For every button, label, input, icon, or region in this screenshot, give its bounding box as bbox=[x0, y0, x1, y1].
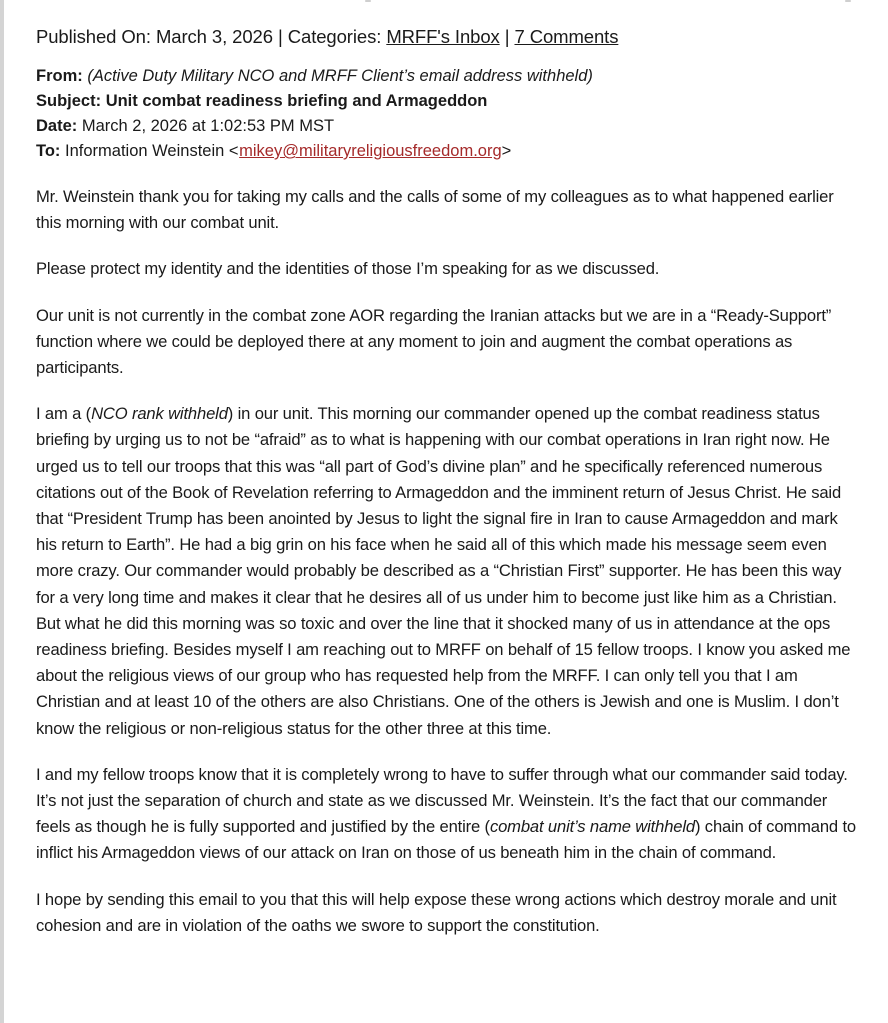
p4-redaction-note: NCO rank withheld bbox=[91, 404, 228, 424]
body-paragraph-3: Our unit is not currently in the combat zone AOR regarding the Iranian attacks but we are in a “Ready-Support” function where we could be deployed there at any moment to join and augment the combat operations as participants. bbox=[36, 305, 832, 378]
date-value: March 2, 2026 at 1:02:53 PM MST bbox=[81, 117, 335, 135]
top-mark bbox=[365, 0, 371, 2]
category-link-mrffs-inbox[interactable]: MRFF's Inbox bbox=[386, 26, 500, 47]
from-value: (Active Duty Military NCO and MRFF Client’s email address withheld) bbox=[87, 67, 593, 85]
body-paragraph-2: Please protect my identity and the identities of those I’m speaking for as we discussed. bbox=[36, 259, 660, 279]
email-subject-row bbox=[36, 89, 856, 114]
article-content bbox=[36, 24, 856, 959]
published-label: Published On: bbox=[36, 26, 151, 47]
to-open-bracket: < bbox=[228, 142, 239, 160]
body-paragraph-5 bbox=[36, 762, 856, 867]
post-meta bbox=[36, 24, 856, 50]
p5-text-post: ) chain of command to inflict his Armageddon views of our attack on Iran on those of us beneath him in the chain of command. bbox=[36, 817, 856, 863]
comments-link[interactable]: 7 Comments bbox=[514, 26, 619, 47]
meta-separator: | bbox=[504, 26, 510, 47]
p5-redaction-note: combat unit’s name withheld bbox=[489, 817, 695, 837]
top-mark bbox=[845, 0, 851, 2]
to-email-link[interactable]: mikey@militaryreligiousfreedom.org bbox=[239, 142, 502, 160]
p4-text-pre: I am a ( bbox=[36, 404, 92, 424]
email-header bbox=[36, 64, 856, 164]
subject-value: Unit combat readiness briefing and Armageddon bbox=[105, 92, 488, 110]
meta-separator: | bbox=[277, 26, 283, 47]
p4-text-post: ) in our unit. This morning our commander opened up the combat readiness status briefing by urging us to not be “afraid” as to what is happening with our combat operations in Iran right now. He urged us to tell our troops that this was “all part of God’s divine plan” and he specifically referenced numerous citations out of the Book of Revelation referring to Armageddon and the imminent return of Jesus Christ. He said that “President Trump has been anointed by Jesus to light the signal fire in Iran to cause Armageddon and mark his return to Earth”. He had a big grin on his face when he said all of this which made his message seem even more crazy. Our commander would probably be described as a “Christian First” supporter. He has been this way for a very long time and makes it clear that he desires all of us under him to become just like him as a Christian. But what he did this morning was so toxic and over the line that it shocked many of us in attendance at the ops readiness briefing. Besides myself I am reaching out to MRFF on behalf of 15 fellow troops. I know you asked me about the religious views of our group who has requested help from the MRFF. I can only tell you that I am Christian and at least 10 of the others are also Christians. One of the others is Jewish and one is Muslim. I don’t know the religious or non-religious status for the other three at this time. bbox=[36, 404, 851, 738]
body-paragraph-1: Mr. Weinstein thank you for taking my calls and the calls of some of my colleagues as to what happened earlier this morning with our combat unit. bbox=[36, 187, 834, 233]
subject-label: Subject: bbox=[36, 92, 102, 110]
top-edge-marks bbox=[0, 0, 888, 3]
to-name: Information Weinstein bbox=[65, 142, 225, 160]
email-to-row bbox=[36, 139, 856, 164]
body-paragraph-6: I hope by sending this email to you that this will help expose these wrong actions which destroy morale and unit cohesion and are in violation of the oaths we swore to support the constitution. bbox=[36, 889, 837, 935]
published-date: March 3, 2026 bbox=[155, 26, 273, 47]
date-label: Date: bbox=[36, 117, 78, 135]
categories-label: Categories: bbox=[287, 26, 382, 47]
p5-text-pre: I and my fellow troops know that it is completely wrong to have to suffer through what our commander said today. It’s not just the separation of church and state as we discussed Mr. Weinstein. It’s the fact that our commander feels as though he is fully supported and justified by the entire ( bbox=[36, 764, 848, 837]
to-close-bracket: > bbox=[501, 142, 512, 160]
body-paragraph-4 bbox=[36, 401, 856, 742]
to-label: To: bbox=[36, 142, 61, 160]
left-border-bar bbox=[0, 0, 4, 1023]
from-label: From: bbox=[36, 67, 83, 85]
email-from-row bbox=[36, 64, 856, 89]
email-date-row bbox=[36, 114, 856, 139]
